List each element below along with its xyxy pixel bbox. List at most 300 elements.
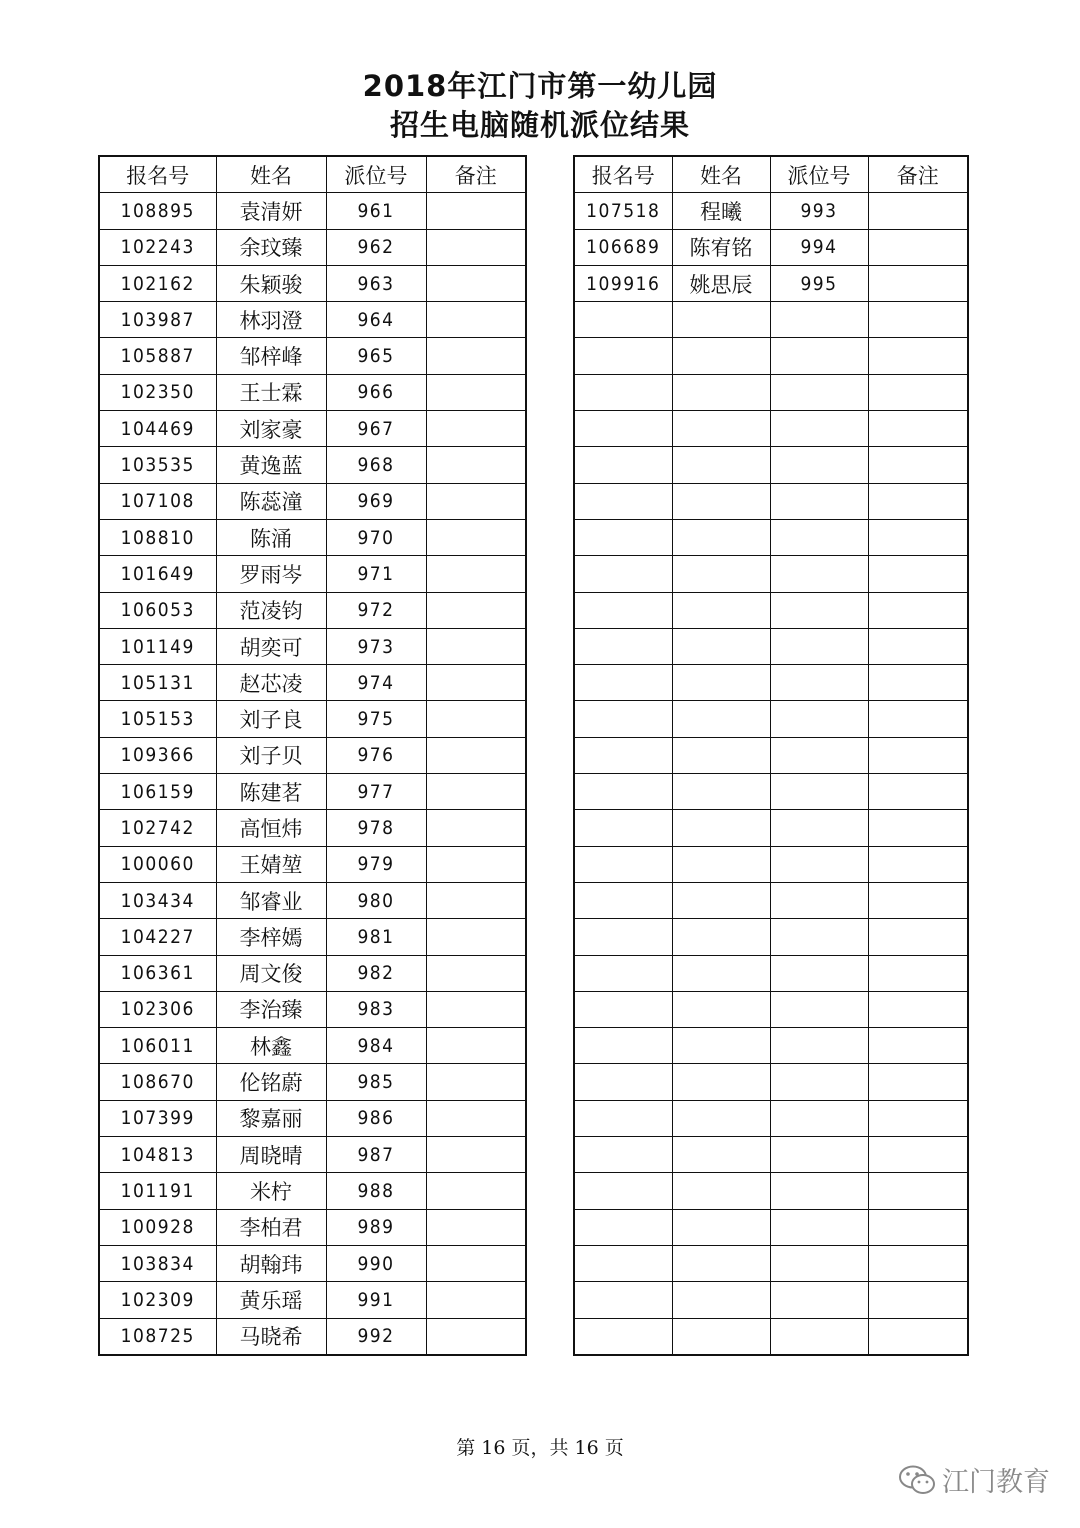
student-name-cell — [672, 1064, 770, 1100]
remarks-cell — [426, 991, 526, 1027]
registration-number-cell — [574, 628, 672, 664]
student-name-cell: 黎嘉丽 — [216, 1100, 326, 1136]
remarks-cell — [426, 483, 526, 519]
student-name-cell: 范凌钧 — [216, 592, 326, 628]
assignment-number-cell — [770, 774, 868, 810]
student-name-cell — [672, 919, 770, 955]
student-name-cell — [672, 447, 770, 483]
table-row — [574, 1028, 968, 1064]
student-name-cell: 邹梓峰 — [216, 338, 326, 374]
registration-number-cell — [574, 1100, 672, 1136]
assignment-number-cell — [770, 846, 868, 882]
assignment-number-cell: 970 — [326, 519, 426, 555]
registration-number-cell: 107399 — [99, 1100, 216, 1136]
remarks-cell — [426, 447, 526, 483]
assignment-number-cell — [770, 338, 868, 374]
registration-number-cell — [574, 447, 672, 483]
student-name-cell: 赵芯凌 — [216, 665, 326, 701]
registration-number-cell — [574, 1064, 672, 1100]
assignment-number-cell: 978 — [326, 810, 426, 846]
assignment-number-cell: 968 — [326, 447, 426, 483]
assignment-number-cell — [770, 1173, 868, 1209]
assignment-number-cell — [770, 1209, 868, 1245]
remarks-cell — [426, 1173, 526, 1209]
registration-number-cell — [574, 519, 672, 555]
table-row — [574, 519, 968, 555]
table-row — [99, 265, 526, 301]
registration-number-cell — [574, 374, 672, 410]
assignment-number-cell: 980 — [326, 882, 426, 918]
remarks-cell — [426, 1137, 526, 1173]
student-name-cell: 周晓晴 — [216, 1137, 326, 1173]
registration-number-cell — [574, 991, 672, 1027]
assignment-number-cell: 966 — [326, 374, 426, 410]
remarks-cell — [426, 665, 526, 701]
registration-number-cell — [574, 846, 672, 882]
student-name-cell — [672, 991, 770, 1027]
table-row — [99, 519, 526, 555]
document-subtitle: 招生电脑随机派位结果 — [389, 108, 690, 142]
assignment-number-cell: 974 — [326, 665, 426, 701]
assignment-number-cell: 969 — [326, 483, 426, 519]
registration-number-cell: 105153 — [99, 701, 216, 737]
student-name-cell: 黄乐瑶 — [216, 1282, 326, 1318]
table-row — [574, 810, 968, 846]
registration-number-cell — [574, 665, 672, 701]
table-row — [99, 919, 526, 955]
assignment-number-cell: 991 — [326, 1282, 426, 1318]
registration-number-cell — [574, 955, 672, 991]
registration-number-cell: 102243 — [99, 229, 216, 265]
table-row — [99, 229, 526, 265]
registration-number-cell — [574, 737, 672, 773]
student-name-cell — [672, 737, 770, 773]
assignment-number-cell — [770, 556, 868, 592]
registration-number-cell — [574, 882, 672, 918]
assignment-number-cell: 973 — [326, 628, 426, 664]
remarks-cell — [868, 737, 968, 773]
registration-number-cell — [574, 919, 672, 955]
left-table-body — [99, 193, 526, 1355]
remarks-cell — [868, 302, 968, 338]
remarks-cell — [868, 1028, 968, 1064]
student-name-cell: 陈涌 — [216, 519, 326, 555]
remarks-cell — [426, 628, 526, 664]
registration-number-cell: 102309 — [99, 1282, 216, 1318]
student-name-cell: 林羽澄 — [216, 302, 326, 338]
table-row — [99, 1100, 526, 1136]
column-header-remarks: 备注 — [426, 156, 526, 193]
assignment-number-cell: 971 — [326, 556, 426, 592]
column-header-name: 姓名 — [672, 156, 770, 193]
student-name-cell: 袁清妍 — [216, 193, 326, 229]
assignment-number-cell — [770, 1064, 868, 1100]
watermark — [898, 1460, 1050, 1499]
assignment-number-cell — [770, 882, 868, 918]
remarks-cell — [426, 882, 526, 918]
table-row — [574, 374, 968, 410]
remarks-cell — [426, 229, 526, 265]
registration-number-cell — [574, 774, 672, 810]
table-row — [574, 592, 968, 628]
registration-number-cell — [574, 1282, 672, 1318]
table-row — [99, 737, 526, 773]
registration-number-cell — [574, 1245, 672, 1281]
table-header-row — [99, 156, 526, 193]
student-name-cell: 余玟臻 — [216, 229, 326, 265]
student-name-cell: 米柠 — [216, 1173, 326, 1209]
registration-number-cell — [574, 302, 672, 338]
registration-number-cell: 108810 — [99, 519, 216, 555]
document-title: 2018年江门市第一幼儿园 — [362, 69, 718, 103]
assignment-number-cell — [770, 628, 868, 664]
assignment-number-cell: 985 — [326, 1064, 426, 1100]
registration-number-cell: 104227 — [99, 919, 216, 955]
registration-number-cell: 106361 — [99, 955, 216, 991]
assignment-number-cell — [770, 1137, 868, 1173]
remarks-cell — [868, 411, 968, 447]
remarks-cell — [868, 1209, 968, 1245]
assignment-number-cell — [770, 1028, 868, 1064]
assignment-number-cell: 986 — [326, 1100, 426, 1136]
registration-number-cell: 103987 — [99, 302, 216, 338]
student-name-cell: 陈宥铭 — [672, 229, 770, 265]
remarks-cell — [426, 519, 526, 555]
remarks-cell — [868, 447, 968, 483]
assignment-number-cell: 983 — [326, 991, 426, 1027]
remarks-cell — [426, 302, 526, 338]
assignment-number-cell: 984 — [326, 1028, 426, 1064]
remarks-cell — [426, 1245, 526, 1281]
remarks-cell — [868, 265, 968, 301]
table-row — [574, 1173, 968, 1209]
registration-number-cell — [574, 338, 672, 374]
assignment-number-cell: 975 — [326, 701, 426, 737]
assignment-number-cell: 961 — [326, 193, 426, 229]
remarks-cell — [868, 229, 968, 265]
registration-number-cell — [574, 411, 672, 447]
table-row — [574, 338, 968, 374]
assignment-number-cell: 965 — [326, 338, 426, 374]
assignment-number-cell: 989 — [326, 1209, 426, 1245]
table-row — [99, 665, 526, 701]
student-name-cell — [672, 374, 770, 410]
registration-number-cell: 104469 — [99, 411, 216, 447]
student-name-cell: 林鑫 — [216, 1028, 326, 1064]
remarks-cell — [426, 1282, 526, 1318]
student-name-cell: 王婧堃 — [216, 846, 326, 882]
table-row — [99, 411, 526, 447]
student-name-cell: 李治臻 — [216, 991, 326, 1027]
remarks-cell — [426, 265, 526, 301]
student-name-cell: 陈建茗 — [216, 774, 326, 810]
table-row — [574, 229, 968, 265]
assignment-number-cell: 988 — [326, 1173, 426, 1209]
table-row — [574, 701, 968, 737]
registration-number-cell: 108670 — [99, 1064, 216, 1100]
assignment-number-cell — [770, 374, 868, 410]
remarks-cell — [426, 374, 526, 410]
student-name-cell — [672, 665, 770, 701]
student-name-cell: 马晓希 — [216, 1318, 326, 1355]
registration-number-cell — [574, 810, 672, 846]
remarks-cell — [868, 1100, 968, 1136]
remarks-cell — [868, 919, 968, 955]
table-row — [99, 1245, 526, 1281]
column-header-assignment-number: 派位号 — [770, 156, 868, 193]
registration-number-cell — [574, 483, 672, 519]
registration-number-cell — [574, 701, 672, 737]
table-row — [99, 701, 526, 737]
table-row — [574, 193, 968, 229]
student-name-cell: 姚思辰 — [672, 265, 770, 301]
assignment-number-cell: 981 — [326, 919, 426, 955]
table-row — [99, 1318, 526, 1355]
table-row — [574, 1137, 968, 1173]
remarks-cell — [426, 338, 526, 374]
student-name-cell: 黄逸蓝 — [216, 447, 326, 483]
assignment-number-cell: 993 — [770, 193, 868, 229]
registration-number-cell: 104813 — [99, 1137, 216, 1173]
registration-number-cell: 101649 — [99, 556, 216, 592]
remarks-cell — [868, 1245, 968, 1281]
registration-number-cell — [574, 1173, 672, 1209]
remarks-cell — [868, 991, 968, 1027]
table-row — [99, 991, 526, 1027]
student-name-cell: 刘子贝 — [216, 737, 326, 773]
student-name-cell — [672, 628, 770, 664]
remarks-cell — [868, 556, 968, 592]
student-name-cell — [672, 302, 770, 338]
assignment-number-cell: 992 — [326, 1318, 426, 1355]
student-name-cell: 刘子良 — [216, 701, 326, 737]
table-row — [574, 1318, 968, 1355]
assignment-number-cell: 967 — [326, 411, 426, 447]
table-row — [99, 447, 526, 483]
remarks-cell — [426, 846, 526, 882]
assignment-number-cell — [770, 737, 868, 773]
remarks-cell — [868, 810, 968, 846]
assignment-number-cell: 982 — [326, 955, 426, 991]
remarks-cell — [868, 774, 968, 810]
table-row — [574, 265, 968, 301]
table-row — [99, 1137, 526, 1173]
registration-number-cell — [574, 592, 672, 628]
student-name-cell — [672, 810, 770, 846]
table-row — [574, 991, 968, 1027]
student-name-cell — [672, 1282, 770, 1318]
table-row — [574, 774, 968, 810]
registration-number-cell: 107108 — [99, 483, 216, 519]
registration-number-cell: 100060 — [99, 846, 216, 882]
left-results-table — [98, 155, 527, 1356]
remarks-cell — [426, 1209, 526, 1245]
column-header-name: 姓名 — [216, 156, 326, 193]
column-header-assignment-number: 派位号 — [326, 156, 426, 193]
assignment-number-cell — [770, 810, 868, 846]
page-number: 第 16 页，共 16 页 — [456, 1437, 624, 1459]
student-name-cell: 伦铭蔚 — [216, 1064, 326, 1100]
remarks-cell — [868, 592, 968, 628]
right-table-body — [574, 193, 968, 1355]
student-name-cell: 罗雨岑 — [216, 556, 326, 592]
registration-number-cell: 109366 — [99, 737, 216, 773]
remarks-cell — [426, 701, 526, 737]
table-row — [574, 737, 968, 773]
student-name-cell — [672, 882, 770, 918]
registration-number-cell: 106689 — [574, 229, 672, 265]
remarks-cell — [868, 665, 968, 701]
assignment-number-cell: 979 — [326, 846, 426, 882]
table-row — [99, 774, 526, 810]
remarks-cell — [426, 955, 526, 991]
column-header-remarks: 备注 — [868, 156, 968, 193]
table-row — [574, 628, 968, 664]
remarks-cell — [868, 1064, 968, 1100]
remarks-cell — [426, 1028, 526, 1064]
remarks-cell — [868, 1173, 968, 1209]
table-row — [574, 483, 968, 519]
remarks-cell — [426, 1064, 526, 1100]
registration-number-cell: 106011 — [99, 1028, 216, 1064]
table-row — [99, 374, 526, 410]
student-name-cell: 程曦 — [672, 193, 770, 229]
student-name-cell: 陈蕊潼 — [216, 483, 326, 519]
registration-number-cell: 108895 — [99, 193, 216, 229]
column-header-registration-number: 报名号 — [574, 156, 672, 193]
assignment-number-cell: 977 — [326, 774, 426, 810]
student-name-cell: 高恒炜 — [216, 810, 326, 846]
registration-number-cell — [574, 1318, 672, 1355]
registration-number-cell: 102742 — [99, 810, 216, 846]
student-name-cell — [672, 1245, 770, 1281]
remarks-cell — [868, 1137, 968, 1173]
student-name-cell: 李柏君 — [216, 1209, 326, 1245]
student-name-cell — [672, 411, 770, 447]
assignment-number-cell: 995 — [770, 265, 868, 301]
student-name-cell — [672, 338, 770, 374]
assignment-number-cell: 963 — [326, 265, 426, 301]
assignment-number-cell — [770, 302, 868, 338]
table-row — [99, 1173, 526, 1209]
student-name-cell: 胡奕可 — [216, 628, 326, 664]
table-row — [99, 846, 526, 882]
student-name-cell — [672, 774, 770, 810]
registration-number-cell: 103535 — [99, 447, 216, 483]
assignment-number-cell: 987 — [326, 1137, 426, 1173]
remarks-cell — [426, 810, 526, 846]
registration-number-cell: 100928 — [99, 1209, 216, 1245]
table-row — [574, 1209, 968, 1245]
remarks-cell — [868, 1282, 968, 1318]
table-row — [99, 302, 526, 338]
remarks-cell — [868, 882, 968, 918]
remarks-cell — [868, 628, 968, 664]
table-row — [574, 1064, 968, 1100]
table-row — [99, 1282, 526, 1318]
remarks-cell — [426, 193, 526, 229]
remarks-cell — [868, 374, 968, 410]
assignment-number-cell: 976 — [326, 737, 426, 773]
assignment-number-cell — [770, 1282, 868, 1318]
student-name-cell: 王士霖 — [216, 374, 326, 410]
table-row — [99, 1064, 526, 1100]
student-name-cell: 邹睿业 — [216, 882, 326, 918]
registration-number-cell: 102350 — [99, 374, 216, 410]
remarks-cell — [426, 411, 526, 447]
assignment-number-cell — [770, 919, 868, 955]
remarks-cell — [868, 338, 968, 374]
registration-number-cell: 101191 — [99, 1173, 216, 1209]
student-name-cell — [672, 1028, 770, 1064]
table-row — [99, 556, 526, 592]
assignment-number-cell: 964 — [326, 302, 426, 338]
registration-number-cell — [574, 1028, 672, 1064]
assignment-number-cell — [770, 1245, 868, 1281]
student-name-cell: 刘家豪 — [216, 411, 326, 447]
table-row — [99, 955, 526, 991]
registration-number-cell: 106159 — [99, 774, 216, 810]
column-header-registration-number: 报名号 — [99, 156, 216, 193]
student-name-cell: 周文俊 — [216, 955, 326, 991]
table-row — [574, 302, 968, 338]
watermark-text: 江门教育 — [942, 1467, 1050, 1498]
table-row — [99, 193, 526, 229]
registration-number-cell: 107518 — [574, 193, 672, 229]
student-name-cell — [672, 1100, 770, 1136]
table-header-row — [574, 156, 968, 193]
table-row — [574, 955, 968, 991]
remarks-cell — [426, 919, 526, 955]
student-name-cell — [672, 846, 770, 882]
registration-number-cell: 109916 — [574, 265, 672, 301]
table-row — [99, 338, 526, 374]
assignment-number-cell — [770, 701, 868, 737]
registration-number-cell: 103434 — [99, 882, 216, 918]
remarks-cell — [868, 701, 968, 737]
table-row — [574, 846, 968, 882]
remarks-cell — [426, 1100, 526, 1136]
remarks-cell — [868, 1318, 968, 1355]
assignment-number-cell — [770, 447, 868, 483]
table-row — [574, 665, 968, 701]
student-name-cell — [672, 1137, 770, 1173]
assignment-number-cell: 962 — [326, 229, 426, 265]
assignment-number-cell — [770, 665, 868, 701]
table-row — [99, 882, 526, 918]
table-row — [99, 592, 526, 628]
assignment-number-cell — [770, 483, 868, 519]
table-row — [574, 919, 968, 955]
table-row — [99, 810, 526, 846]
table-row — [574, 1100, 968, 1136]
registration-number-cell: 102162 — [99, 265, 216, 301]
table-row — [99, 628, 526, 664]
registration-number-cell: 105887 — [99, 338, 216, 374]
student-name-cell — [672, 1318, 770, 1355]
table-row — [99, 483, 526, 519]
table-row — [574, 447, 968, 483]
assignment-number-cell — [770, 411, 868, 447]
student-name-cell — [672, 483, 770, 519]
assignment-number-cell — [770, 1318, 868, 1355]
table-row — [574, 1282, 968, 1318]
registration-number-cell: 103834 — [99, 1245, 216, 1281]
student-name-cell — [672, 1173, 770, 1209]
table-row — [574, 1245, 968, 1281]
registration-number-cell: 102306 — [99, 991, 216, 1027]
remarks-cell — [868, 483, 968, 519]
